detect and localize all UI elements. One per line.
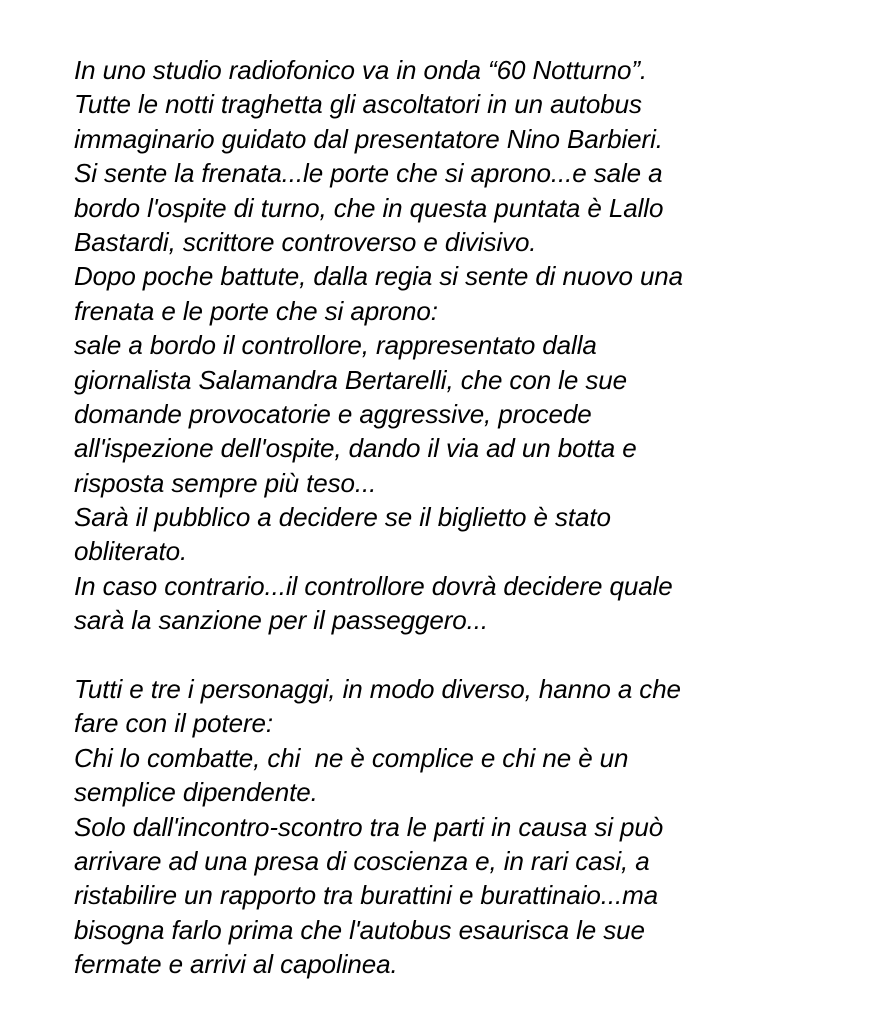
text-line: ristabilire un rapporto tra burattini e burattinaio...ma: [74, 880, 659, 911]
text-line: obliterato.: [74, 536, 188, 567]
text-line: In caso contrario...il controllore dovrà decidere quale: [74, 570, 673, 601]
text-line: Chi lo combatte, chi ne è complice e chi ne è un: [74, 742, 629, 773]
text-line: fermate e arrivi al capolinea.: [74, 949, 398, 980]
text-line: arrivare ad una presa di coscienza e, in rari casi, a: [74, 845, 650, 876]
text-line: Dopo poche battute, dalla regia si sente di nuovo una: [74, 261, 684, 292]
text-line: Solo dall'incontro-scontro tra le parti in causa si può: [74, 811, 664, 842]
text-line: In uno studio radiofonico va in onda “60 Notturno”.: [74, 55, 648, 85]
text-line: Bastardi, scrittore controverso e divisivo.: [74, 226, 537, 257]
text-line: giornalista Salamandra Bertarelli, che con le sue: [74, 364, 627, 395]
text-line: domande provocatorie e aggressive, procede: [74, 398, 592, 429]
text-line: risposta sempre più teso...: [74, 467, 377, 498]
text-line: fare con il potere:: [74, 708, 273, 739]
text-line: Si sente la frenata...le porte che si aprono...e sale a: [74, 158, 663, 189]
text-line: all'ispezione dell'ospite, dando il via ad un botta e: [74, 433, 637, 464]
text-line: Tutti e tre i personaggi, in modo diverso, hanno a che: [74, 674, 681, 705]
paragraph-2: [74, 672, 834, 982]
text-line: Sarà il pubblico a decidere se il biglietto è stato: [74, 502, 611, 533]
text-line: immaginario guidato dal presentatore Nino Barbieri.: [74, 123, 663, 154]
paragraph-1: [74, 53, 834, 638]
text-line: sale a bordo il controllore, rappresentato dalla: [74, 330, 597, 361]
text-line: bisogna farlo prima che l'autobus esaurisca le sue: [74, 914, 645, 945]
text-line: bordo l'ospite di turno, che in questa puntata è Lallo: [74, 192, 664, 223]
document-body: [74, 53, 834, 982]
text-line: Tutte le notti traghetta gli ascoltatori in un autobus: [74, 89, 642, 120]
text-line: sarà la sanzione per il passeggero...: [74, 605, 488, 636]
paragraph-spacer: [74, 638, 834, 672]
text-line: semplice dipendente.: [74, 777, 318, 808]
text-line: frenata e le porte che si aprono:: [74, 295, 438, 326]
